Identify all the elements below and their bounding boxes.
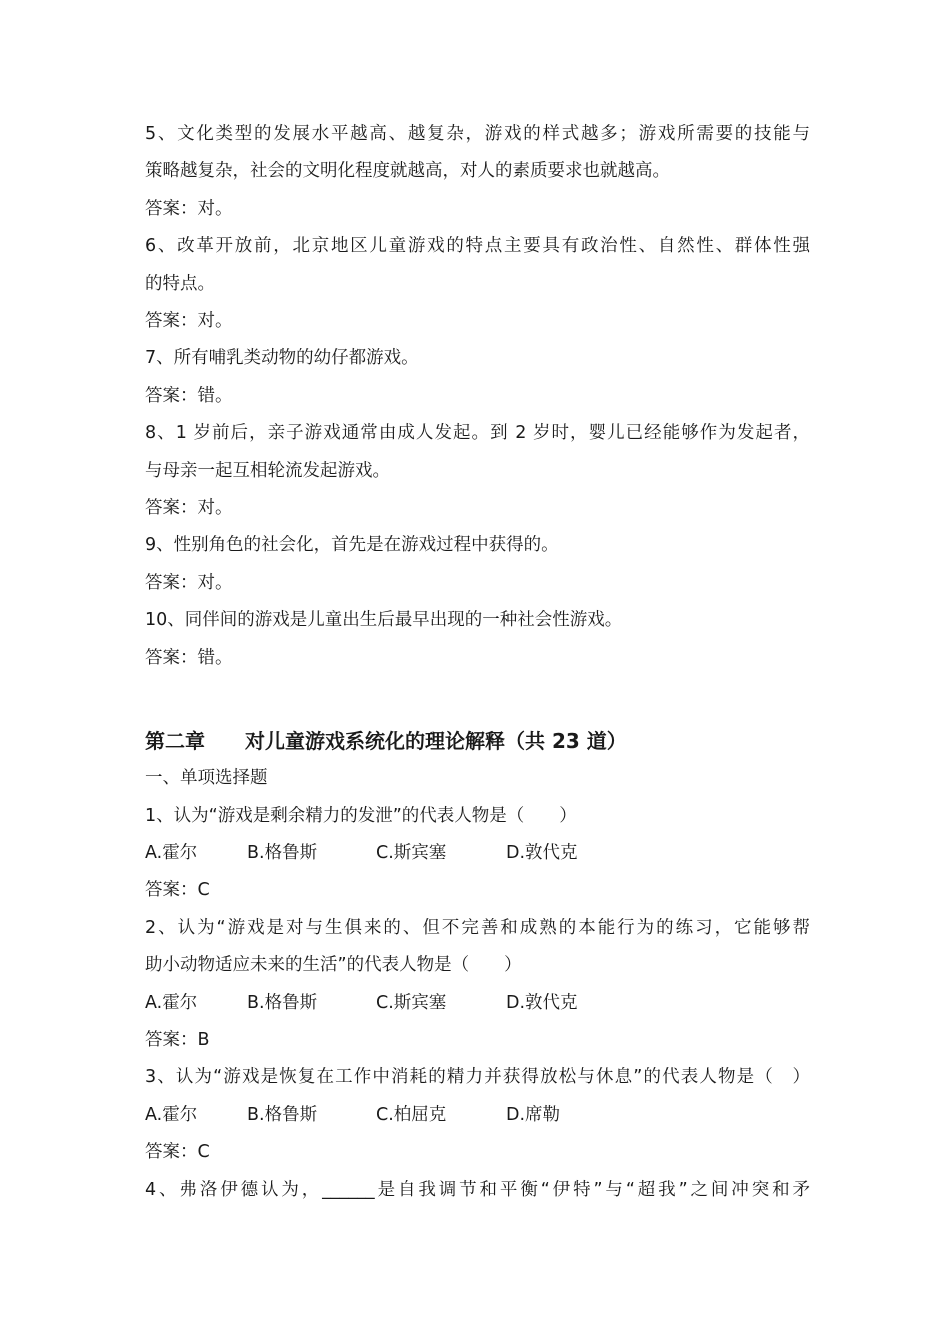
chapter-number: 第二章: [145, 729, 205, 754]
answer-option: D.敦代克: [506, 842, 578, 863]
document-body: [145, 116, 810, 1209]
option-row: [145, 835, 810, 872]
option-row: [145, 985, 810, 1022]
text-line: 的特点。: [145, 273, 215, 294]
answer-option: C.柏屈克: [376, 1104, 447, 1125]
text-line: 6、改革开放前，北京地区儿童游戏的特点主要具有政治性、自然性、群体性强: [145, 236, 810, 257]
text-line: 答案：C: [145, 1142, 210, 1163]
answer-option: A.霍尔: [145, 1104, 198, 1125]
text-line: 8、1 岁前后，亲子游戏通常由成人发起。到 2 岁时，婴儿已经能够作为发起者，: [145, 423, 810, 444]
text-line: 策略越复杂，社会的文明化程度就越高，对人的素质要求也就越高。: [145, 161, 670, 182]
section-spacer: [145, 677, 810, 721]
answer-option: D.敦代克: [506, 992, 578, 1013]
text-line: 7、所有哺乳类动物的幼仔都游戏。: [145, 348, 419, 369]
answer-option: A.霍尔: [145, 842, 198, 863]
text-line: 4、弗洛伊德认为，______是自我调节和平衡“伊特”与“超我”之间冲突和矛: [145, 1179, 810, 1200]
text-line: 与母亲一起互相轮流发起游戏。: [145, 460, 390, 481]
text-line: 答案：对。: [145, 198, 233, 219]
text-line: 答案：对。: [145, 572, 233, 593]
answer-option: B.格鲁斯: [247, 992, 318, 1013]
option-row: [145, 1097, 810, 1134]
chapter-title: 对儿童游戏系统化的理论解释（共 23 道）: [245, 729, 627, 754]
answer-option: B.格鲁斯: [247, 842, 318, 863]
text-line: 答案：对。: [145, 498, 233, 519]
answer-option: D.席勒: [506, 1104, 561, 1125]
answer-option: A.霍尔: [145, 992, 198, 1013]
chapter-heading: [145, 721, 810, 761]
text-line: 2、认为“游戏是对与生俱来的、但不完善和成熟的本能行为的练习，它能够帮: [145, 917, 810, 938]
text-line: 1、认为“游戏是剩余精力的发泄”的代表人物是（ ）: [145, 805, 577, 826]
answer-option: B.格鲁斯: [247, 1104, 318, 1125]
text-line: 5、文化类型的发展水平越高、越复杂，游戏的样式越多；游戏所需要的技能与: [145, 124, 810, 144]
answer-option: C.斯宾塞: [376, 992, 447, 1013]
text-line: 答案：B: [145, 1029, 210, 1050]
text-line: 9、性别角色的社会化，首先是在游戏过程中获得的。: [145, 535, 559, 556]
text-line: 答案：C: [145, 880, 210, 901]
answer-option: C.斯宾塞: [376, 842, 447, 863]
text-line: 一、单项选择题: [145, 768, 268, 789]
text-line: 助小动物适应未来的生活”的代表人物是（ ）: [145, 955, 522, 976]
text-line: 10、同伴间的游戏是儿童出生后最早出现的一种社会性游戏。: [145, 610, 623, 631]
text-line: 答案：对。: [145, 311, 233, 332]
text-line: 3、认为“游戏是恢复在工作中消耗的精力并获得放松与休息”的代表人物是（ ）: [145, 1067, 810, 1088]
text-line: 答案：错。: [145, 385, 233, 406]
text-line: 答案：错。: [145, 647, 233, 668]
